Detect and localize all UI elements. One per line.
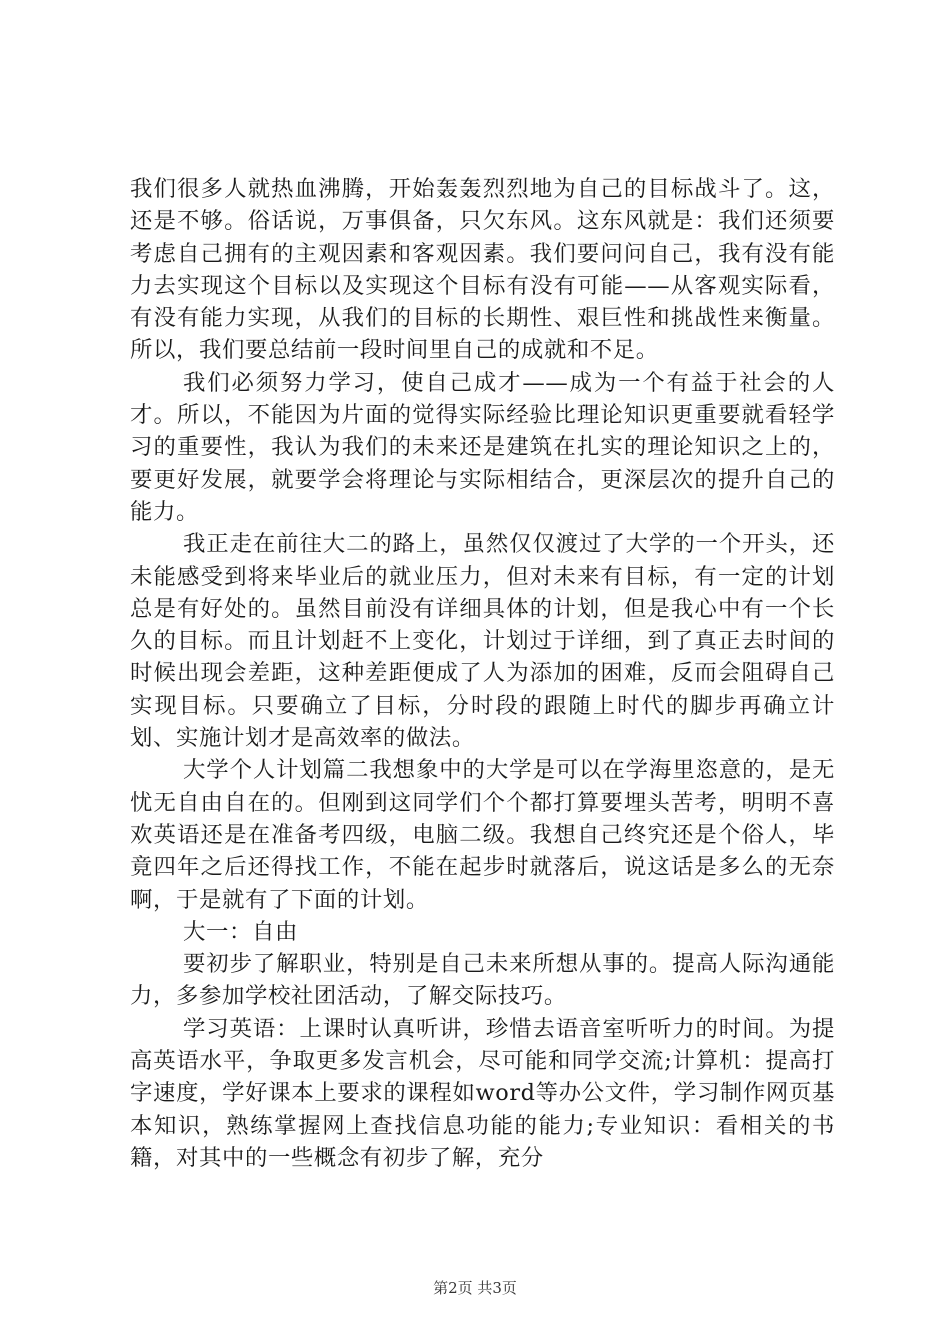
paragraph-5-heading: 大一：自由 (183, 918, 298, 945)
page-number-label: 第2页 共3页 (433, 1279, 517, 1297)
paragraph-4: 大学个人计划篇二我想象中的大学是可以在学海里恣意的，是无忧无自由自在的。但刚到这同学们个个都打算要埋头苦考，明明不喜欢英语还是在准备考四级，电脑二级。我想自己终究还是个俗人，毕竟四年之后还得找工作，不能在起步时就落后，说这话是多么的无奈啊，于是就有了下面的计划。 (130, 757, 835, 913)
paragraph-2: 我们必须努力学习，使自己成才——成为一个有益于社会的人才。所以，不能因为片面的觉得实际经验比理论知识更重要就看轻学习的重要性，我认为我们的未来还是建筑在扎实的理论知识之上的，要更好发展，就要学会将理论与实际相结合，更深层次的提升自己的能力。 (130, 369, 835, 525)
page-footer (0, 1277, 950, 1298)
paragraph-7: 学习英语：上课时认真听讲，珍惜去语音室听听力的时间。为提高英语水平，争取更多发言机会，尽可能和同学交流;计算机：提高打字速度，学好课本上要求的课程如word等办公文件，学习制作网页基本知识，熟练掌握网上查找信息功能的能力;专业知识：看相关的书籍，对其中的一些概念有初步了解，充分 (130, 1015, 835, 1171)
paragraph-3: 我正走在前往大二的路上，虽然仅仅渡过了大学的一个开头，还未能感受到将来毕业后的就业压力，但对未来有目标，有一定的计划总是有好处的。虽然目前没有详细具体的计划，但是我心中有一个长久的目标。而且计划赶不上变化，计划过于详细，到了真正去时间的时候出现会差距，这种差距便成了人为添加的困难，反而会阻碍自己实现目标。只要确立了目标，分时段的跟随上时代的脚步再确立计划、实施计划才是高效率的做法。 (130, 531, 835, 752)
paragraph-6: 要初步了解职业，特别是自己未来所想从事的。提高人际沟通能力，多参加学校社团活动，了解交际技巧。 (130, 951, 835, 1010)
document-body (130, 173, 835, 1174)
paragraph-1: 我们很多人就热血沸腾，开始轰轰烈烈地为自己的目标战斗了。这，还是不够。俗话说，万事俱备，只欠东风。这东风就是：我们还须要考虑自己拥有的主观因素和客观因素。我们要问问自己，我有没有能力去实现这个目标以及实现这个目标有没有可能——从客观实际看，有没有能力实现，从我们的目标的长期性、艰巨性和挑战性来衡量。所以，我们要总结前一段时间里自己的成就和不足。 (130, 176, 835, 364)
